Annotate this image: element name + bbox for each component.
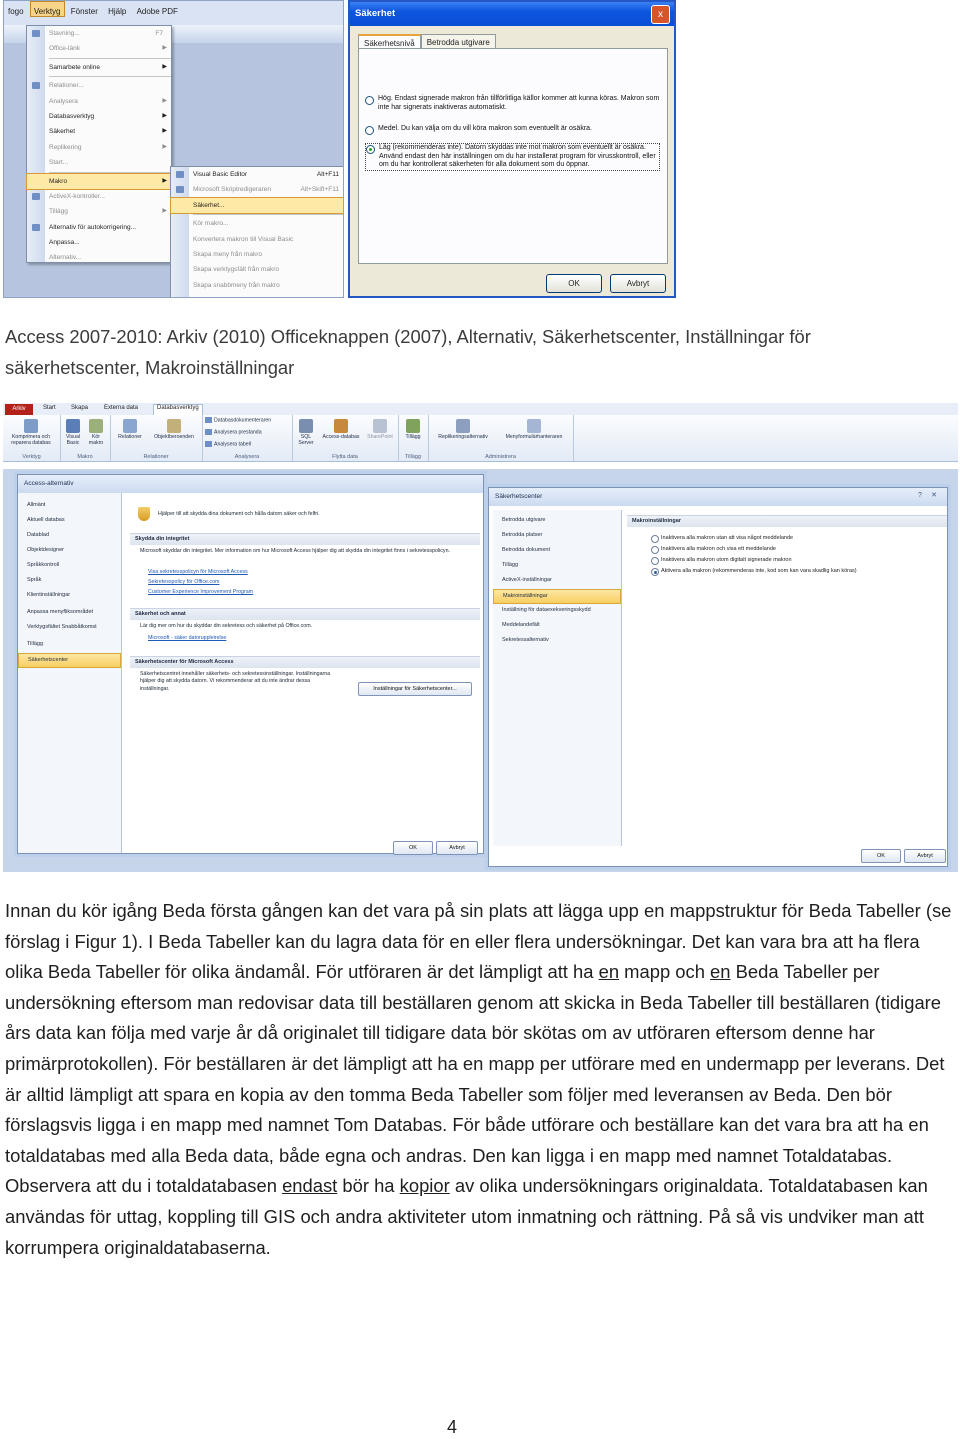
replication-icon (456, 419, 470, 433)
radio-enable-all[interactable]: Aktivera alla makron (rekommenderas inte, kod som kan vara skadlig kan köras) (651, 568, 857, 575)
ok-button[interactable]: OK (546, 274, 602, 293)
link-privacy-policy[interactable]: Visa sekretesspolicyn för Microsoft Access (148, 569, 248, 575)
replication-options-button[interactable]: Replikeringsalternativ (430, 419, 496, 440)
run-icon (89, 419, 103, 433)
tab-panel (358, 48, 668, 264)
menu-item-spelling[interactable]: Stavning... F7 (27, 26, 171, 41)
nav-item-privacy-options[interactable]: Sekretessalternativ (502, 637, 549, 643)
shield-icon (138, 507, 150, 521)
security-dialog (348, 0, 676, 298)
tab-security-level[interactable]: Säkerhetsnivå (358, 34, 421, 51)
access-database-button[interactable]: Access-databas (319, 419, 363, 440)
access-options-window (17, 474, 484, 854)
section-security-title: Säkerhet och annat (130, 608, 480, 620)
table-icon (205, 441, 212, 447)
nav-item-message-bar[interactable]: Meddelandefält (502, 622, 540, 628)
menu-item-relationships[interactable]: Relationer... (27, 78, 171, 93)
group-addins: Tillägg Tillägg (398, 415, 429, 461)
trust-window-title: Säkerhetscenter (489, 488, 947, 506)
tab-create[interactable]: Skapa (71, 405, 89, 411)
menu-item-autocorrect[interactable]: Alternativ för autokorrigering... (27, 220, 171, 235)
figure-caption: Access 2007-2010: Arkiv (2010) Officeknappen (2007), Alternativ, Säkerhetscenter, Inställningar för säkerhetscenter, Makroinställningar (5, 326, 811, 378)
submenu-item-create-toolbar[interactable]: Skapa verktygsfält från makro (193, 266, 279, 274)
menu-item-office-link[interactable]: Office-länk ▶ (49, 45, 167, 53)
section-trust-center-title: Säkerhetscenter för Microsoft Access (130, 656, 480, 668)
addin-icon (406, 419, 420, 433)
submenu-item-security[interactable]: Säkerhet... (171, 198, 344, 213)
trust-nav (493, 510, 622, 846)
sharepoint-button[interactable]: SharePoint (364, 419, 396, 440)
sql-server-button[interactable]: SQL Server (295, 419, 317, 446)
menu-item-addins[interactable]: Tillägg ▶ (49, 208, 167, 216)
submenu-item-run-macro[interactable]: Kör makro... (193, 220, 229, 228)
close-icon[interactable]: x (651, 5, 670, 24)
link-ceip[interactable]: Customer Experience Improvement Program (148, 589, 254, 595)
trust-center-text: Säkerhetscentret innehåller säkerhets- och sekretessinställningar. Inställningarna hjälper dig att skydda datorn. Vi rekommenderar att du inte ändrar dessa inställningar. (140, 671, 331, 692)
radio-icon (365, 96, 374, 105)
group-administer: Replikeringsalternativ Menyformulärhanteraren Administrera (428, 415, 574, 461)
menu-bar (4, 1, 343, 26)
menu-help[interactable]: Hjälp (108, 7, 127, 16)
dialog-title: Säkerhet (350, 2, 674, 26)
submenu-item-create-menu[interactable]: Skapa meny från makro (193, 250, 263, 258)
trust-center-settings-button[interactable]: Inställningar för Säkerhetscenter... (358, 682, 472, 696)
section-privacy-title: Skydda din integritet (130, 533, 480, 545)
close-icon[interactable]: ✕ (931, 492, 937, 499)
menu-window[interactable]: Fönster (70, 7, 98, 16)
nav-item-language[interactable]: Språk (27, 577, 42, 583)
group-tools: Komprimera och reparera databas Verktyg (3, 415, 61, 461)
access-icon (334, 419, 348, 433)
compact-repair-button[interactable]: Komprimera och reparera databas (5, 419, 57, 446)
nav-item-object-designer[interactable]: Objektdesigner (27, 547, 64, 553)
privacy-text: Microsoft skyddar din integritet. Mer information om hur Microsoft Access hjälper dig att skydda din integritet finns i sekretesspolicyn. (140, 548, 450, 554)
radio-icon (651, 557, 659, 565)
cancel-button[interactable]: Avbryt (610, 274, 666, 293)
compact-icon (24, 419, 38, 433)
menu-item-analyze[interactable]: Analysera ▶ (49, 97, 167, 105)
menu-item-database-tools[interactable]: Databasverktyg ▶ (49, 112, 167, 120)
sharepoint-icon (373, 419, 387, 433)
options-window-title: Access-alternativ (18, 475, 483, 493)
ok-button[interactable]: OK (393, 841, 433, 855)
nav-item-general[interactable]: Allmänt (27, 502, 46, 508)
radio-medium[interactable]: Medel. Du kan välja om du vill köra makron som eventuellt är osäkra. (365, 125, 662, 134)
group-macro: Visual Basic Kör makro Makro (60, 415, 111, 461)
body-paragraph: Innan du kör igång Beda första gången kan det vara på sin plats att lägga upp en mappstruktur för Beda Tabeller (se förslag i Figur 1). I Beda Tabeller kan du lagra data för en eller flera undersökningar. Det kan vara bra att ha flera olika Beda Tabeller för olika ändamål. För utföraren är det lämpligt att ha en mapp och en Beda Tabeller per undersökning eftersom man redovisar data till beställaren genom att skicka in Beda Tabeller till beställaren (tidigare års data kan följa med varje år då originalet till tidigare data bör skötas om av utföraren eftersom denne har primärprotokollen). För beställaren är det lämpligt att ha en mapp per utförare med en undermapp per leverans. Det är alltid lämpligt att spara en kopia av den tomma Beda Tabeller som följer med leveransen av Beda. Den bör förslagsvis ligga i en mapp med namnet Tom Databas. För både utförare och beställare kan det vara bra att ha en totaldatabas med alla Beda data, både egna och andras. Den kan ligga i en mapp med namnet Totaldatabas. Observera att du i totaldatabasen endast bör ha kopior av olika undersökningars originaldata. Totaldatabasen kan användas för uttag, koppling till GIS och andra aktiviteter utom inmatning och rättning. På så vis undviker man att korrumpera originaldatabaserna. (5, 900, 952, 1258)
radio-icon (651, 546, 659, 554)
link-office-privacy[interactable]: Sekretesspolicy för Office.com (148, 579, 220, 585)
documenter-button[interactable]: Databasdokumenteraren (205, 417, 271, 423)
relationships-icon (123, 419, 137, 433)
switchboard-icon (527, 419, 541, 433)
nav-item-client-settings[interactable]: Klientinställningar (27, 592, 71, 598)
nav-item-quick-access[interactable]: Verktygsfältet Snabbåtkomst (27, 624, 97, 630)
radio-disable-except-signed[interactable]: Inaktivera alla makron utom digitalt signerade makron (651, 557, 792, 564)
page-number: 4 (447, 1417, 458, 1437)
nav-item-customize-ribbon[interactable]: Anpassa menyfliksområdet (27, 609, 94, 615)
ribbon-tabs (3, 403, 958, 415)
nav-item-trusted-locations[interactable]: Betrodda platser (502, 532, 543, 538)
menu-item-activex[interactable]: ActiveX-kontroller... (27, 189, 171, 204)
menu-item-macro[interactable]: Makro ▶ (27, 174, 171, 189)
tab-external-data[interactable]: Externa data (104, 405, 139, 411)
tab-file[interactable]: Arkiv (5, 404, 33, 415)
tab-trusted-publishers[interactable]: Betrodda utgivare (421, 34, 496, 50)
submenu-item-convert-macros[interactable]: Konvertera makron till Visual Basic (193, 235, 294, 243)
nav-item-addins[interactable]: Tillägg (502, 562, 518, 568)
macro-settings-title: Makroinställningar (627, 515, 947, 527)
menu-file[interactable]: fogo (8, 7, 24, 16)
nav-item-macro-settings[interactable]: Makroinställningar (493, 589, 621, 604)
menu-item-replication[interactable]: Replikering ▶ (49, 143, 167, 151)
menu-adobe-pdf[interactable]: Adobe PDF (136, 7, 178, 16)
menu-item-startup[interactable]: Start... (49, 159, 69, 167)
visual-basic-button[interactable]: Visual Basic (62, 419, 84, 446)
screenshot-tools-menu (3, 0, 344, 298)
analyze-table-button[interactable]: Analysera tabell (205, 441, 251, 447)
nav-item-trusted-documents[interactable]: Betrodda dokument (502, 547, 551, 553)
macro-submenu (170, 166, 344, 298)
options-nav (18, 493, 122, 853)
radio-disable-notify[interactable]: Inaktivera alla makron och visa ett meddelande (651, 546, 776, 553)
performance-icon (205, 429, 212, 435)
switchboard-manager-button[interactable]: Menyformulärhanteraren (498, 419, 570, 440)
nav-item-dep[interactable]: Inställning för dataexekveringsskydd (502, 607, 591, 613)
tools-menu (26, 25, 172, 263)
radio-low[interactable]: Låg (rekommenderas inte). Datorn skyddas inte mot makron som eventuellt är osäkra. Använd endast den här inställningen om du har installerat program för virusskontroll, eller om du har kontrollerat säkerheten för alla dokument som du öppnar. (365, 143, 660, 171)
cancel-button[interactable]: Avbryt (904, 849, 946, 863)
menu-item-options[interactable]: Alternativ... (49, 254, 82, 262)
relationships-button[interactable]: Relationer (114, 419, 146, 440)
dependencies-icon (167, 419, 181, 433)
documenter-icon (205, 417, 212, 423)
analyze-performance-button[interactable]: Analysera prestanda (205, 429, 262, 435)
radio-high[interactable]: Hög. Endast signerade makron från tillförlitliga källor kommer att kunna köras. Makron som inte har signerats inaktiveras automatiskt. (365, 95, 662, 112)
group-analyze: Databasdokumenteraren Analysera prestanda Analysera tabell Analysera (202, 415, 293, 461)
nav-item-addins[interactable]: Tillägg (27, 641, 43, 647)
nav-item-activex[interactable]: ActiveX-inställningar (502, 577, 552, 583)
group-relationships: Relationer Objektberoenden Relationer (110, 415, 203, 461)
link-secure-computing[interactable]: Microsoft - säker datoruppleirelse (148, 635, 227, 641)
help-icon[interactable]: ? (918, 492, 922, 499)
sql-icon (299, 419, 313, 433)
run-macro-button[interactable]: Kör makro (85, 419, 107, 446)
menu-tools[interactable]: Verktyg (30, 1, 65, 17)
security-text: Lär dig mer om hur du skyddar din sekretess och säkerhet på Office.com. (140, 623, 313, 629)
ok-button[interactable]: OK (861, 849, 901, 863)
object-dependencies-button[interactable]: Objektberoenden (148, 419, 200, 440)
submenu-item-script-editor[interactable]: Microsoft Skriptredigeraren Alt+Skift+F11 (171, 182, 344, 197)
submenu-item-vb-editor[interactable]: Visual Basic Editor Alt+F11 (171, 167, 344, 182)
menu-item-security[interactable]: Säkerhet ▶ (49, 128, 167, 136)
radio-icon (651, 535, 659, 543)
ribbon-body (3, 415, 958, 461)
addins-button[interactable]: Tillägg (400, 419, 426, 440)
nav-item-trust-center[interactable]: Säkerhetscenter (18, 653, 121, 668)
tab-database-tools[interactable]: Databasverktyg (153, 404, 203, 416)
nav-item-trusted-publishers[interactable]: Betrodda utgivare (502, 517, 546, 523)
trust-center-window (488, 487, 948, 867)
screenshot-access-options (3, 469, 958, 872)
nav-item-datasheet[interactable]: Datablad (27, 532, 50, 538)
radio-selected-icon (651, 568, 659, 576)
menu-item-customize[interactable]: Anpassa... (49, 239, 80, 247)
menu-item-online-collab[interactable]: Samarbete online ▶ (49, 63, 167, 71)
tab-home[interactable]: Start (43, 405, 56, 411)
radio-disable-silent[interactable]: Inaktivera alla makron utan att visa något meddelande (651, 535, 793, 542)
nav-item-current-database[interactable]: Aktuell databas (27, 517, 65, 523)
group-move-data: SQL Server Access-databas SharePoint Flytta data (292, 415, 399, 461)
radio-selected-icon (366, 145, 375, 154)
nav-item-proofing[interactable]: Språkkontroll (27, 562, 60, 568)
vb-icon (66, 419, 80, 433)
radio-icon (365, 126, 374, 135)
options-banner: Hjälper till att skydda dina dokument och hålla datorn säker och felfri. (158, 511, 320, 517)
cancel-button[interactable]: Avbryt (436, 841, 478, 855)
submenu-item-create-shortcut-menu[interactable]: Skapa snabbmeny från makro (193, 281, 280, 289)
access-ribbon (3, 403, 958, 462)
